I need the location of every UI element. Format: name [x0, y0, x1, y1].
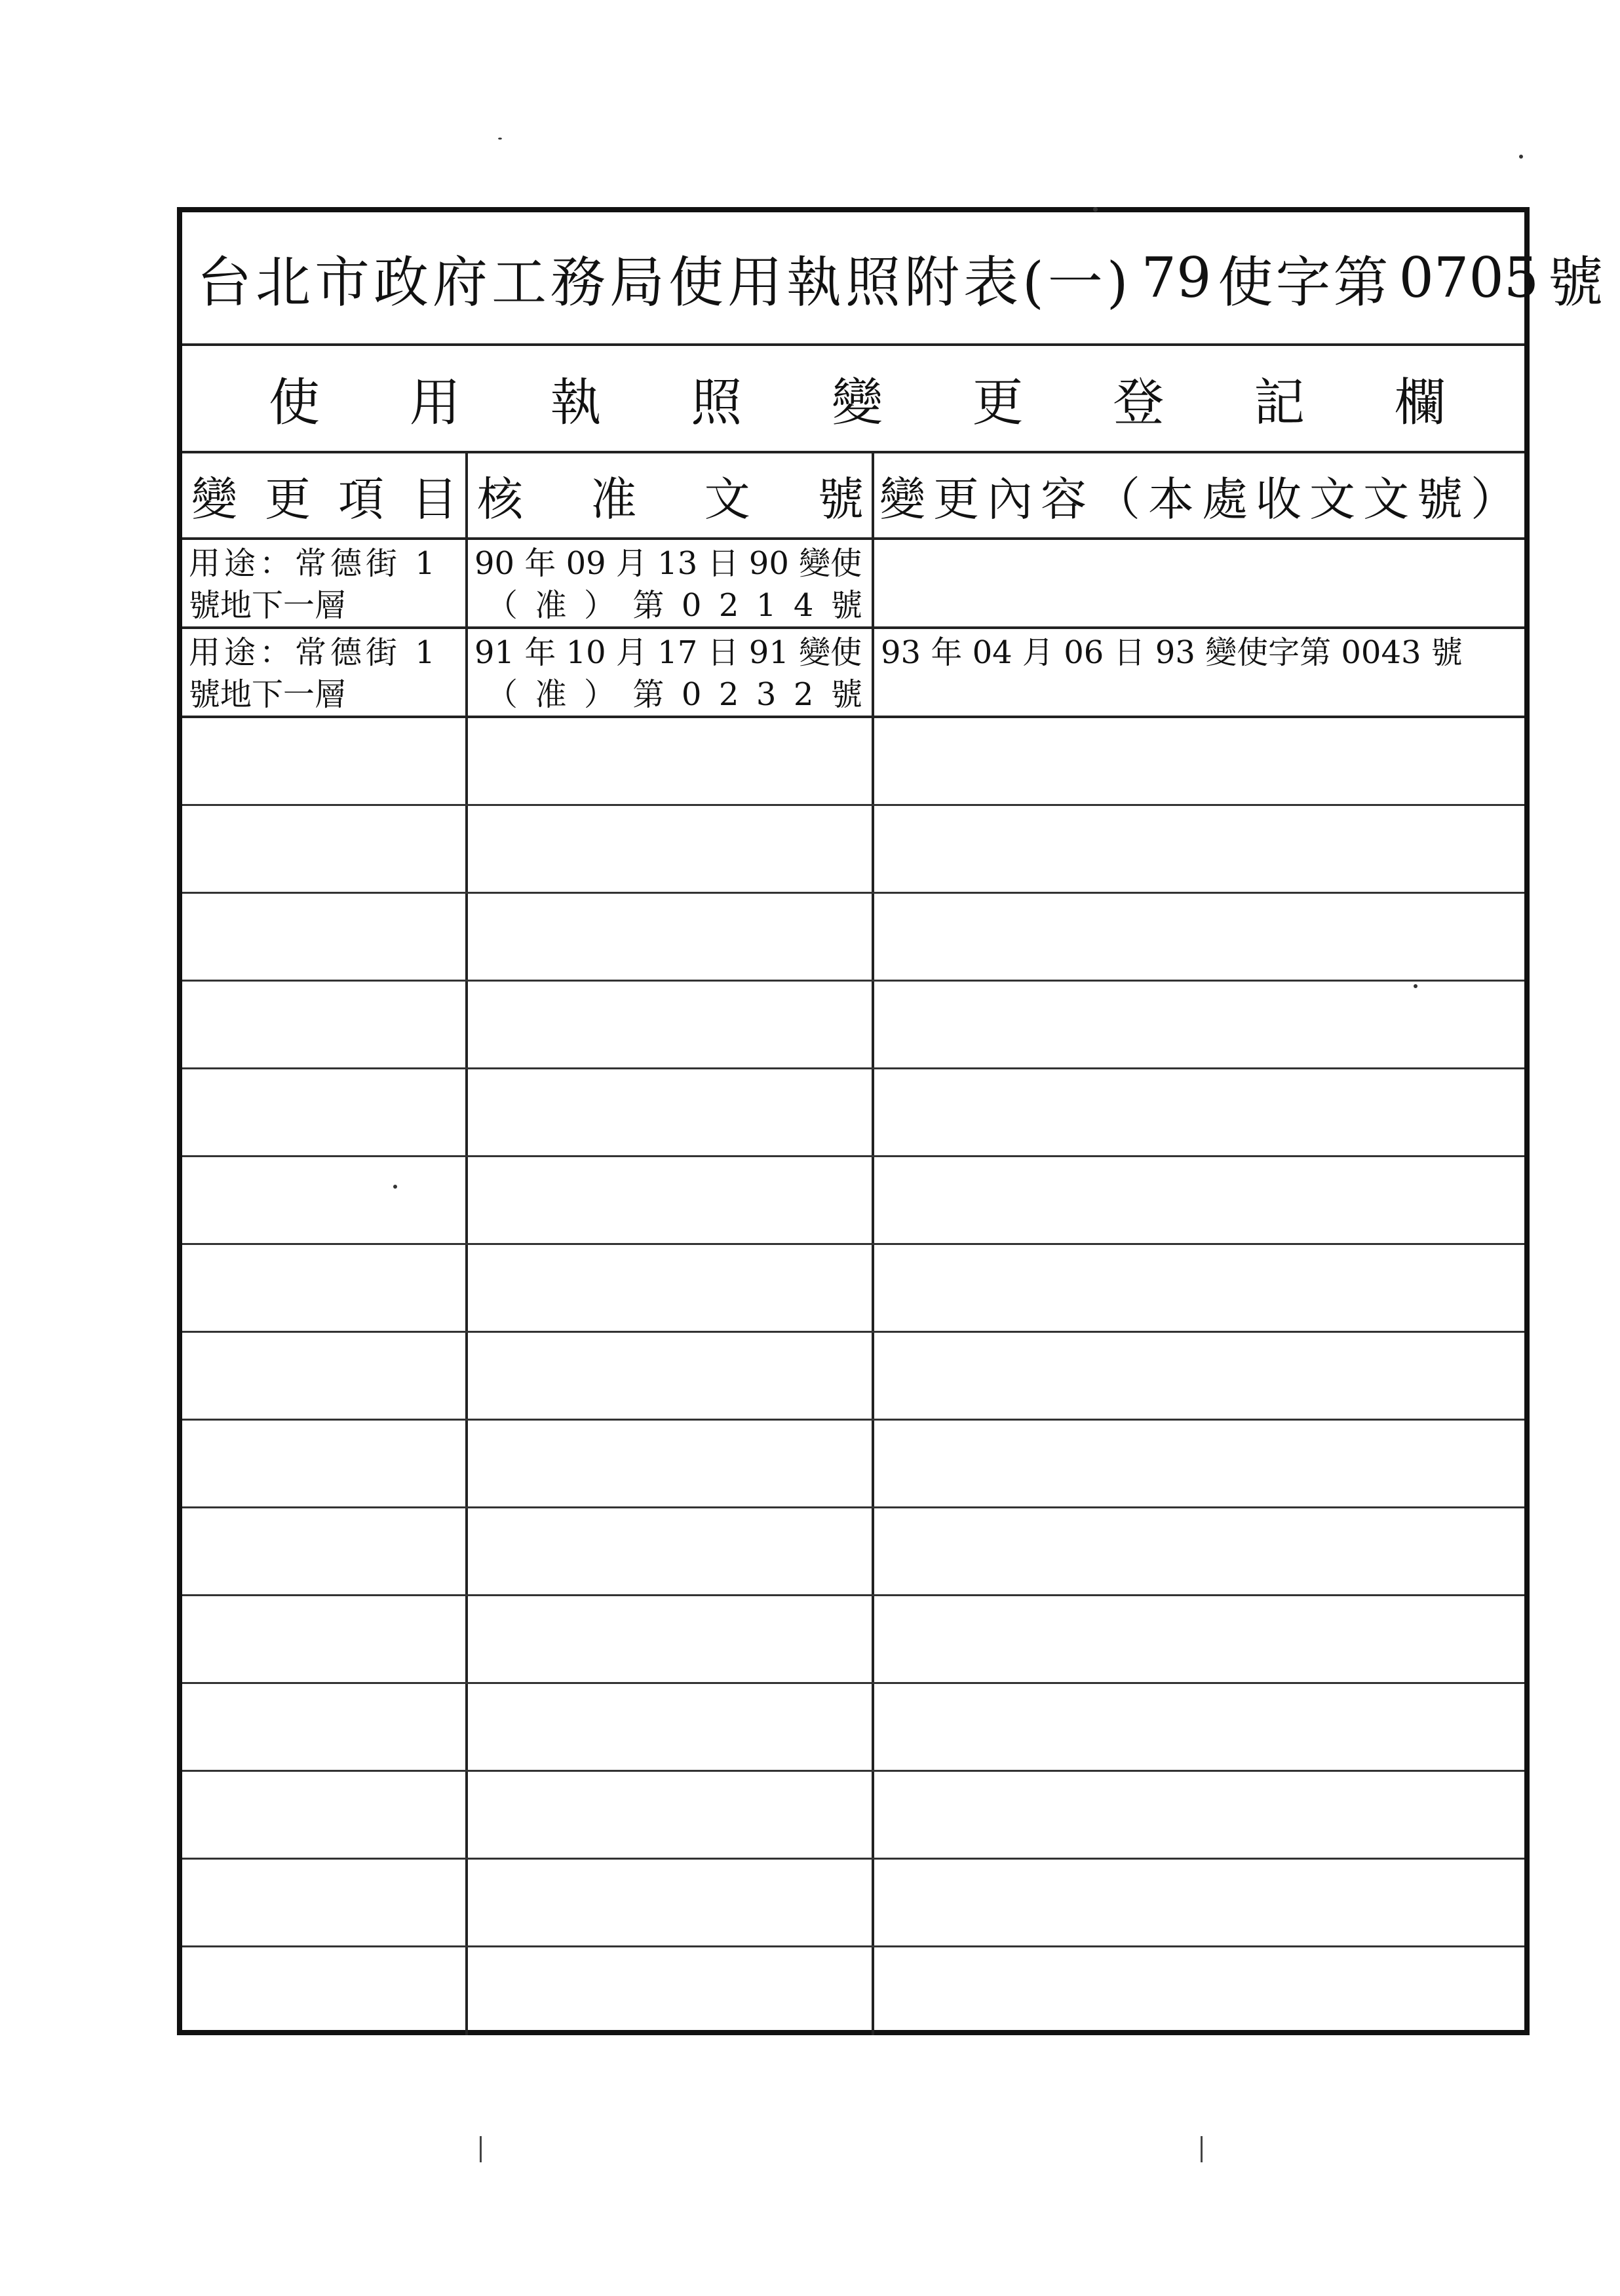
header-change-item: [182, 453, 468, 537]
empty-cell: [874, 1947, 1524, 2035]
empty-cell: [874, 1157, 1524, 1243]
header-text: 變更內容（本處收文文號）: [879, 472, 1524, 526]
change-content-cell: [874, 629, 1524, 716]
empty-cell: [182, 1684, 468, 1770]
title-license-number: 0705: [1398, 246, 1539, 310]
empty-table-row: [182, 1772, 1524, 1860]
empty-cell: [874, 1860, 1524, 1945]
header-char: 更: [265, 472, 311, 526]
approval-line: [474, 584, 872, 626]
empty-cell: [182, 806, 468, 892]
empty-cell: [182, 894, 468, 980]
header-char: 項: [338, 472, 384, 526]
empty-cell: [874, 894, 1524, 980]
title-suffix: 號: [1548, 250, 1604, 315]
title-license-type: 使字第: [1218, 250, 1391, 315]
empty-table-row: [182, 806, 1524, 894]
empty-table-row: [182, 1596, 1524, 1684]
empty-cell: [874, 1772, 1524, 1858]
subtitle-char: 執: [550, 373, 602, 432]
approval-char: ）: [583, 587, 615, 624]
empty-cell: [182, 1772, 468, 1858]
content-line: 93 年 04 月 06 日 93 變使字第 0043 號: [881, 634, 1463, 671]
empty-cell: [874, 1508, 1524, 1594]
empty-cell: [468, 1772, 874, 1858]
empty-cell: [468, 718, 874, 804]
empty-table-row: [182, 718, 1524, 806]
change-item-cell: [182, 540, 468, 626]
subtitle-char: 用: [409, 373, 461, 432]
approval-char: 第: [632, 587, 665, 624]
form-title: [182, 212, 1604, 346]
empty-cell: [182, 1245, 468, 1331]
item-line: 號地下一層: [189, 587, 347, 624]
empty-table-row: [182, 1684, 1524, 1772]
empty-cell: [468, 1069, 874, 1155]
empty-table-row: [182, 1508, 1524, 1596]
subtitle-char: 更: [972, 373, 1024, 432]
empty-cell: [468, 894, 874, 980]
empty-cell: [874, 982, 1524, 1067]
scan-speck: [1414, 984, 1418, 988]
empty-cell: [468, 1157, 874, 1243]
empty-cell: [468, 1860, 874, 1945]
approval-char: 號: [830, 587, 862, 624]
subtitle-char: 記: [1254, 373, 1305, 432]
usage-license-change-form: [177, 207, 1604, 2035]
empty-cell: [182, 1860, 468, 1945]
approval-line: 91 年 10 月 17 日 91 變使: [474, 634, 862, 671]
approval-char: 1: [756, 587, 777, 624]
approval-char: 准: [535, 587, 567, 624]
empty-cell: [874, 1069, 1524, 1155]
empty-cell: [182, 1421, 468, 1506]
header-char: 號: [817, 472, 864, 526]
approval-char: 4: [793, 587, 814, 624]
header-char: 目: [412, 472, 457, 526]
approval-char: ）: [583, 676, 615, 713]
empty-table-row: [182, 1069, 1524, 1157]
approval-char: 3: [756, 676, 777, 713]
approval-char: 0: [681, 676, 702, 713]
approval-number-cell: [468, 540, 874, 626]
approval-char: 2: [718, 676, 739, 713]
empty-cell: [182, 1333, 468, 1419]
empty-cell: [182, 1069, 468, 1155]
section-subtitle: [182, 346, 1524, 453]
empty-cell: [182, 1157, 468, 1243]
scan-speck: [1519, 155, 1523, 159]
empty-table-row: [182, 1421, 1524, 1508]
empty-cell: [874, 1596, 1524, 1682]
empty-table-row: [182, 1157, 1524, 1245]
empty-cell: [468, 1947, 874, 2035]
scan-mark: [480, 2136, 482, 2162]
empty-cell: [468, 1245, 874, 1331]
empty-table-row: [182, 982, 1524, 1069]
scan-speck: [498, 138, 502, 140]
header-char: 變: [191, 472, 237, 526]
table-row: [182, 540, 1524, 629]
empty-cell: [874, 1684, 1524, 1770]
change-content-cell: [874, 540, 1524, 626]
empty-table-row: [182, 1245, 1524, 1333]
empty-table-row: [182, 894, 1524, 982]
subtitle-char: 登: [1113, 373, 1165, 432]
item-line: 用途：常德街 1: [189, 545, 439, 582]
approval-line: [474, 674, 872, 716]
empty-cell: [468, 806, 874, 892]
item-line: 用途：常德街 1: [189, 634, 439, 671]
approval-char: 第: [632, 676, 665, 713]
subtitle-char: 使: [269, 373, 320, 432]
empty-table-row: [182, 1333, 1524, 1421]
empty-cell: [874, 1421, 1524, 1506]
empty-cell: [874, 1245, 1524, 1331]
subtitle-char: 變: [831, 373, 883, 432]
title-year-number: 79: [1141, 246, 1212, 310]
approval-char: 號: [830, 676, 862, 713]
approval-line: 90 年 09 月 13 日 90 變使: [474, 545, 862, 582]
empty-cell: [182, 718, 468, 804]
subtitle-char: 欄: [1394, 373, 1446, 432]
table-row: [182, 629, 1524, 718]
approval-char: （: [486, 676, 518, 713]
empty-cell: [468, 1333, 874, 1419]
empty-table-row: [182, 1860, 1524, 1947]
empty-cell: [182, 982, 468, 1067]
header-char: 核: [477, 472, 523, 526]
empty-cell: [182, 1947, 468, 2035]
header-char: 准: [590, 472, 637, 526]
column-header-row: [182, 453, 1524, 540]
header-char: 文: [704, 472, 750, 526]
empty-cell: [874, 806, 1524, 892]
approval-char: 准: [535, 676, 567, 713]
scan-mark: [1201, 2136, 1203, 2162]
empty-cell: [468, 1684, 874, 1770]
empty-cell: [468, 1596, 874, 1682]
empty-table-row: [182, 1947, 1524, 2035]
title-main: 台北市政府工務局使用執照附表(一): [197, 250, 1132, 315]
header-change-content: [874, 453, 1524, 537]
approval-char: 2: [793, 676, 814, 713]
approval-char: 0: [681, 587, 702, 624]
approval-char: 2: [718, 587, 739, 624]
scan-speck: [1093, 207, 1098, 212]
subtitle-char: 照: [691, 373, 742, 432]
empty-cell: [468, 1508, 874, 1594]
empty-cell: [182, 1508, 468, 1594]
empty-cell: [874, 1333, 1524, 1419]
change-item-cell: [182, 629, 468, 716]
scan-speck: [393, 1185, 397, 1189]
header-approval-number: [468, 453, 874, 537]
empty-cell: [182, 1596, 468, 1682]
item-line: 號地下一層: [189, 676, 347, 713]
approval-number-cell: [468, 629, 874, 716]
empty-cell: [468, 1421, 874, 1506]
empty-cell: [468, 982, 874, 1067]
empty-cell: [874, 718, 1524, 804]
approval-char: （: [486, 587, 518, 624]
